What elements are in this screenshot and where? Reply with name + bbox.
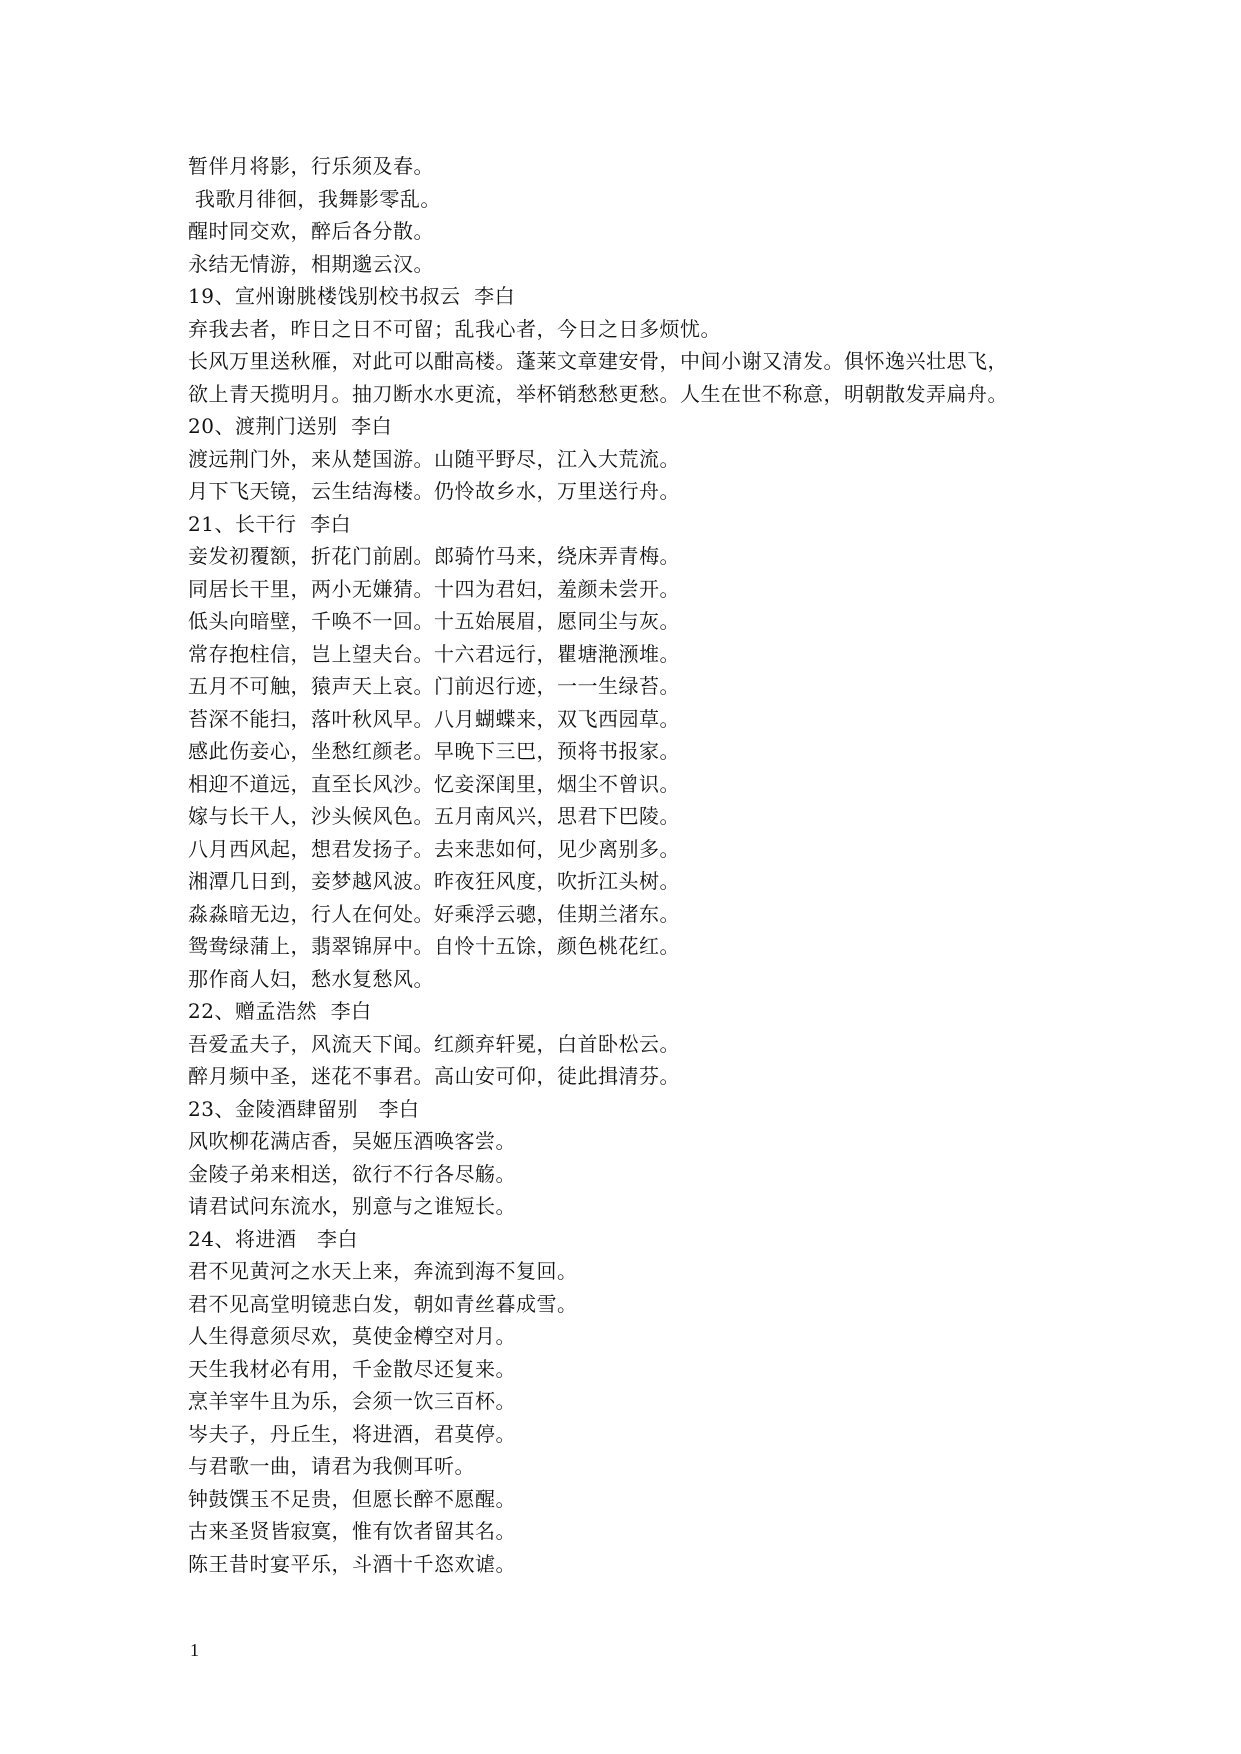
- poem-heading: 24、将进酒 李白: [188, 1226, 359, 1251]
- text-line: 吾爱孟夫子，风流天下闻。红颜弃轩冕，白首卧松云。: [188, 1031, 680, 1056]
- text-line: 与君歌一曲，请君为我侧耳听。: [188, 1454, 475, 1478]
- text-line: 古来圣贤皆寂寞，惟有饮者留其名。: [188, 1519, 516, 1543]
- text-line: 金陵子弟来相送，欲行不行各尽觞。: [188, 1161, 516, 1186]
- text-line: 钟鼓馔玉不足贵，但愿长醉不愿醒。: [188, 1486, 516, 1511]
- poem-heading: 20、渡荆门送别 李白: [188, 414, 393, 438]
- text-line: 淼淼暗无边，行人在何处。好乘浮云骢，佳期兰渚东。: [188, 901, 680, 926]
- text-line: 岑夫子，丹丘生，将进酒，君莫停。: [188, 1421, 516, 1446]
- text-line: 感此伤妾心，坐愁红颜老。早晚下三巴，预将书报家。: [188, 739, 680, 763]
- document-body: [188, 150, 1148, 1580]
- text-line: 我歌月徘徊，我舞影零乱。: [188, 186, 441, 211]
- poem-heading: 22、赠孟浩然 李白: [188, 999, 372, 1023]
- text-line: 八月西风起，想君发扬子。去来悲如何，见少离别多。: [188, 836, 680, 861]
- text-line: 风吹柳花满店香，吴姬压酒唤客尝。: [188, 1129, 516, 1153]
- poem-heading: 21、长干行 李白: [188, 511, 352, 536]
- text-line: 君不见高堂明镜悲白发，朝如青丝暮成雪。: [188, 1291, 578, 1316]
- text-line: 湘潭几日到，妾梦越风波。昨夜狂风度，吹折江头树。: [188, 869, 680, 893]
- text-line: 苔深不能扫，落叶秋风早。八月蝴蝶来，双飞西园草。: [188, 706, 680, 731]
- text-line: 君不见黄河之水天上来，奔流到海不复回。: [188, 1259, 578, 1283]
- text-line: 常存抱柱信，岂上望夫台。十六君远行，瞿塘滟滪堆。: [188, 641, 680, 666]
- text-line: 弃我去者，昨日之日不可留；乱我心者，今日之日多烦忧。: [188, 316, 721, 341]
- text-line: 长风万里送秋雁，对此可以酣高楼。蓬莱文章建安骨，中间小谢又清发。俱怀逸兴壮思飞，: [188, 349, 1008, 373]
- text-line: 醉月频中圣，迷花不事君。高山安可仰，徒此揖清芬。: [188, 1064, 680, 1088]
- text-line: 嫁与长干人，沙头候风色。五月南风兴，思君下巴陵。: [188, 804, 680, 828]
- text-line: 月下飞天镜，云生结海楼。仍怜故乡水，万里送行舟。: [188, 479, 680, 503]
- text-line: 暂伴月将影，行乐须及春。: [188, 154, 434, 178]
- text-line: 相迎不道远，直至长风沙。忆妾深闺里，烟尘不曾识。: [188, 771, 680, 796]
- text-line: 人生得意须尽欢，莫使金樽空对月。: [188, 1324, 516, 1348]
- text-line: 烹羊宰牛且为乐，会须一饮三百杯。: [188, 1389, 516, 1413]
- page-number: 1: [190, 1640, 199, 1660]
- text-line: 那作商人妇，愁水复愁风。: [188, 966, 434, 991]
- text-line: 天生我材必有用，千金散尽还复来。: [188, 1356, 516, 1381]
- poem-heading: 23、金陵酒肆留别 李白: [188, 1096, 420, 1121]
- text-line: 欲上青天揽明月。抽刀断水水更流，举杯销愁愁更愁。人生在世不称意，明朝散发弄扁舟。: [188, 381, 1008, 406]
- text-line: 五月不可触，猿声天上哀。门前迟行迹，一一生绿苔。: [188, 674, 680, 698]
- poem-heading: 19、宣州谢朓楼饯别校书叔云 李白: [188, 284, 516, 308]
- text-line: 同居长干里，两小无嫌猜。十四为君妇，羞颜未尝开。: [188, 576, 680, 601]
- text-line: 低头向暗壁，千唤不一回。十五始展眉，愿同尘与灰。: [188, 609, 680, 633]
- text-line: 渡远荆门外，来从楚国游。山随平野尽，江入大荒流。: [188, 446, 680, 471]
- text-line: 永结无情游，相期邈云汉。: [188, 251, 434, 276]
- text-line: 妾发初覆额，折花门前剧。郎骑竹马来，绕床弄青梅。: [188, 544, 680, 568]
- text-line: 请君试问东流水，别意与之谁短长。: [188, 1194, 516, 1218]
- text-line: 陈王昔时宴平乐，斗酒十千恣欢谑。: [188, 1551, 516, 1576]
- text-line: 鸳鸯绿蒲上，翡翠锦屏中。自怜十五馀，颜色桃花红。: [188, 934, 680, 958]
- text-line: 醒时同交欢，醉后各分散。: [188, 219, 434, 243]
